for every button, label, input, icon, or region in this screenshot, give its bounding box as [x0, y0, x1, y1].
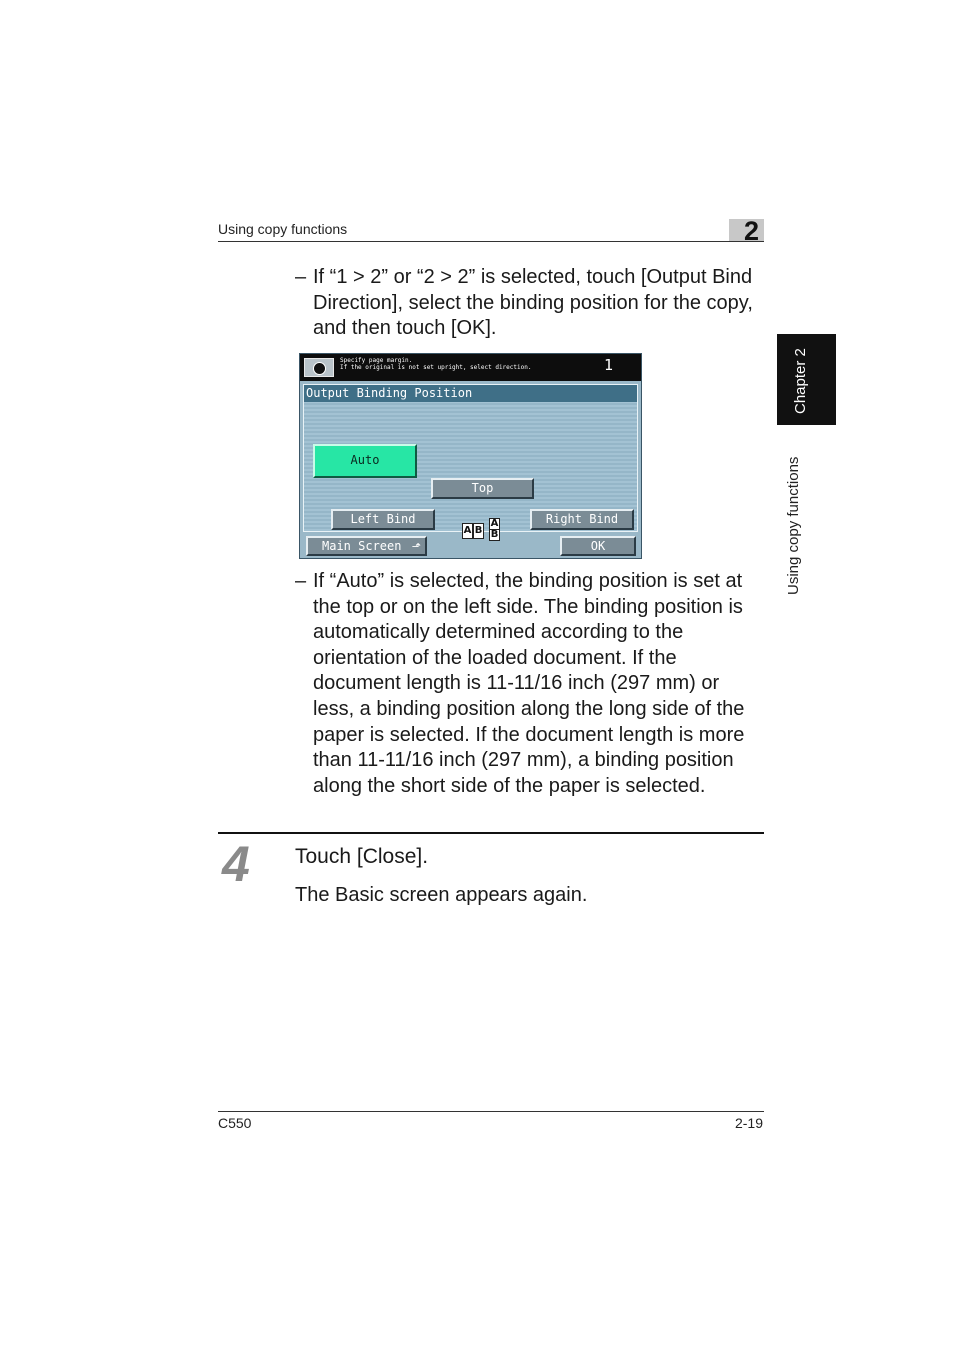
step-description: The Basic screen appears again.	[295, 884, 588, 906]
main-screen-button[interactable]	[306, 536, 427, 556]
main-screen-label: Main Screen	[322, 539, 402, 553]
book-page-top-a: A	[490, 518, 499, 529]
book-page-a: A	[462, 523, 473, 539]
original-direction-icon	[304, 358, 334, 377]
bullet-dash: –	[295, 570, 307, 592]
bullet-dash: –	[295, 266, 307, 288]
left-bind-button[interactable]: Left Bind	[331, 509, 435, 530]
bullet-text: If “1 > 2” or “2 > 2” is selected, touch [Output Bind Direction], select the binding position for the copy, and then touch [OK].	[313, 266, 753, 340]
ok-button[interactable]: OK	[560, 536, 636, 556]
panel-message: Specify page margin. If the original is not set upright, select direction.	[340, 357, 532, 371]
panel-title: Output Binding Position	[304, 385, 637, 402]
touch-panel-screenshot	[299, 353, 642, 559]
panel-message-bar	[300, 354, 641, 381]
binding-book-icon	[462, 518, 508, 544]
header-rule	[218, 241, 764, 242]
auto-button[interactable]: Auto	[313, 444, 417, 478]
bullet-text: If “Auto” is selected, the binding position is set at the top or on the left side. The binding position is automatically determined according to the orientation of the loaded document. If the document length is 11-11/16 inch (297 mm) or less, a binding position along the long side of the paper is selected. If the document length is more than 11-11/16 inch (297 mm), a binding position along the short side of the paper is selected.	[313, 570, 745, 797]
step-rule	[218, 832, 764, 834]
side-tab-section-label: Using copy functions	[785, 456, 802, 595]
top-button[interactable]: Top	[431, 478, 534, 499]
panel-copy-count: 1	[604, 356, 614, 374]
step-number: 4	[222, 836, 250, 892]
step-title: Touch [Close].	[295, 845, 429, 868]
footer-rule	[218, 1111, 764, 1112]
book-page-b: B	[473, 523, 484, 539]
running-header: Using copy functions	[218, 221, 348, 237]
right-bind-button[interactable]: Right Bind	[530, 509, 634, 530]
book-page-bottom-b: B	[490, 529, 499, 540]
bullet-output-bind-direction	[295, 265, 765, 342]
bullet-auto-description	[295, 569, 765, 799]
footer-page-number: 2-19	[734, 1115, 763, 1131]
chapter-number: 2	[744, 216, 760, 246]
side-tab-chapter-label: Chapter 2	[792, 348, 809, 414]
return-arrow-icon: ⬏	[411, 540, 421, 553]
footer-model: C550	[218, 1115, 252, 1131]
panel-body	[303, 384, 638, 540]
